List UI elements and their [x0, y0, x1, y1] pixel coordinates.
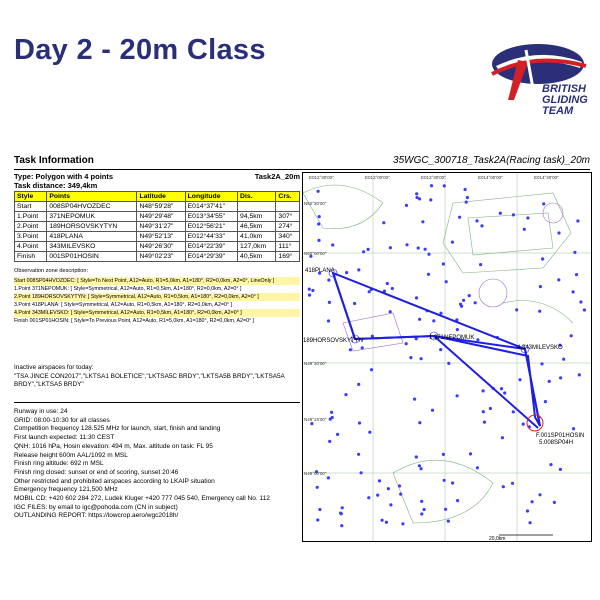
table-header-row: [15, 192, 300, 202]
waypoint-dot: [344, 393, 347, 396]
table-row: [15, 222, 300, 232]
waypoint-dot: [415, 455, 418, 458]
waypoint-dot: [418, 464, 421, 467]
waypoint-dot: [328, 301, 331, 304]
waypoint-dot: [474, 301, 477, 304]
note-line: IGC FILES: by email to igc@pohoda.com (CN in subject): [14, 503, 178, 511]
table-row: [15, 232, 300, 242]
oz-line: 1.Point 371NEPOMUK: [ Style=Symmetrical, A12=Auto, R1=0,5km, A1=180°, R2=0,0km, A2=0° ]: [14, 286, 242, 292]
waypoint-dot: [573, 251, 576, 254]
waypoint-dot: [559, 468, 562, 471]
waypoint-dot: [399, 493, 402, 496]
waypoint-dot: [529, 521, 532, 524]
waypoint-dot: [451, 241, 454, 244]
waypoint-dot: [512, 213, 515, 216]
waypoint-dot: [340, 512, 343, 515]
turnpoint-table: [14, 191, 300, 262]
table-cell: 169°: [276, 252, 300, 262]
waypoint-dot: [405, 243, 408, 246]
table-cell: 3.Point: [15, 232, 47, 242]
task-route-line-main: [333, 273, 540, 428]
waypoint-dot: [367, 496, 370, 499]
note-line: Finish ring altitude: 692 m MSL: [14, 460, 104, 468]
oz-line: 3.Point 418PLANA: [ Style=Symmetrical, A12=Auto, R1=0,5km, A1=180°, R2=0,0km, A2=0° ]: [14, 302, 232, 308]
turnpoint-dots: [308, 184, 586, 527]
waypoint-dot: [544, 400, 547, 403]
waypoint-dot: [389, 246, 392, 249]
waypoint-dot: [316, 518, 319, 521]
oz-line: Finish 001SP01HOSIN: [ Style=To Previous Point, A12=Auto, R1=5,0km, A1=180°, R2=0,0km, A2=0° ]: [14, 318, 255, 324]
waypoint-dot: [415, 196, 418, 199]
waypoint-dot: [308, 294, 311, 297]
waypoint-dot: [405, 204, 408, 207]
waypoint-dot: [357, 268, 360, 271]
waypoint-dot: [432, 319, 435, 322]
waypoint-dot: [557, 278, 560, 281]
waypoint-dot: [381, 519, 384, 522]
waypoint-dot: [427, 253, 430, 256]
waypoint-dot: [538, 310, 541, 313]
table-cell: N49°52'13": [137, 232, 185, 242]
waypoint-dot: [418, 318, 421, 321]
waypoint-dot: [575, 273, 578, 276]
waypoint-dot: [499, 212, 502, 215]
waypoint-dot: [386, 282, 389, 285]
waypoint-dot: [468, 294, 471, 297]
waypoint-dot: [318, 508, 321, 511]
waypoint-dot: [442, 262, 445, 265]
waypoint-dot: [578, 373, 581, 376]
map-label-milevsko: 4.343MILEVSKO: [517, 345, 563, 351]
table-cell: 418PLANA: [47, 232, 137, 242]
table-header-cell: Longitude: [185, 192, 237, 202]
table-row: [15, 252, 300, 262]
airspace-shapes-purple: [343, 203, 563, 351]
waypoint-dot: [464, 188, 467, 191]
note-line: GRID: 08:00-10:30 for all classes: [14, 416, 110, 424]
waypoint-dot: [500, 387, 503, 390]
table-cell: E014°29'39": [185, 252, 237, 262]
waypoint-dot: [475, 219, 478, 222]
table-cell: 94,5km: [238, 212, 276, 222]
waypoint-dot: [549, 463, 552, 466]
waypoint-dot: [489, 407, 492, 410]
waypoint-dot: [420, 512, 423, 515]
note-line: Competition frequency 128.525 MHz for launch, start, finish and landing: [14, 425, 221, 433]
waypoint-dot: [330, 411, 333, 414]
map-tick-left: N49°15'00": [304, 417, 327, 422]
note-line: Finish ring closed: sunset or end of scoring, sunset 20:46: [14, 468, 179, 476]
waypoint-dot: [387, 487, 390, 490]
map-tick-top: E012°30'00": [309, 175, 334, 180]
table-cell: 1.Point: [15, 212, 47, 222]
waypoint-dot: [443, 479, 446, 482]
table-cell: 307°: [276, 212, 300, 222]
waypoint-dot: [447, 520, 450, 523]
map-label-start: 5.008SP04H: [539, 440, 574, 446]
waypoint-dot: [310, 422, 313, 425]
waypoint-dot: [559, 376, 562, 379]
map-tick-top: E013°30'00": [421, 175, 446, 180]
waypoint-dot: [526, 509, 529, 512]
map-tick-left: N50°30'00": [304, 201, 327, 206]
waypoint-dot: [367, 248, 370, 251]
waypoint-dot: [376, 494, 379, 497]
section-title: Task Information: [14, 155, 94, 166]
logo-text: [542, 84, 600, 117]
task-type: Type: Polygon with 4 points: [14, 172, 114, 181]
map-label-plana: 418PLANA: [305, 268, 335, 274]
waypoint-dot: [341, 506, 344, 509]
task-file-name: 35WGC_300718_Task2A(Racing task)_20m: [393, 155, 590, 166]
waypoint-dot: [447, 362, 450, 365]
briefing-notes: [14, 408, 300, 521]
waypoint-dot: [311, 289, 314, 292]
map-label-finish: F.001SP01HOSIN: [536, 433, 585, 439]
waypoint-dot: [427, 273, 430, 276]
map-tick-left: N50°00'00": [304, 251, 327, 256]
table-row: [15, 242, 300, 252]
waypoint-dot: [512, 410, 515, 413]
waypoint-dot: [482, 410, 485, 413]
page-title: Day 2 - 20m Class: [14, 34, 266, 66]
waypoint-dot: [540, 362, 543, 365]
waypoint-dot: [358, 421, 361, 424]
table-cell: 4.Point: [15, 242, 47, 252]
table-cell: E014°22'39": [185, 242, 237, 252]
airspace-shapes: [303, 185, 573, 523]
waypoint-dot: [361, 346, 364, 349]
table-cell: 46,5km: [238, 222, 276, 232]
table-cell: E014°37'41": [185, 202, 237, 212]
table-cell: N49°31'27": [137, 222, 185, 232]
table-header-cell: Crs.: [276, 192, 300, 202]
waypoint-dot: [336, 433, 339, 436]
waypoint-dot: [557, 231, 560, 234]
waypoint-dot: [570, 334, 573, 337]
table-header-cell: Style: [15, 192, 47, 202]
waypoint-dot: [382, 221, 385, 224]
inactive-airspaces: [14, 364, 300, 390]
waypoint-dot: [542, 202, 545, 205]
table-cell: 2.Point: [15, 222, 47, 232]
waypoint-dot: [317, 239, 320, 242]
waypoint-dot: [423, 508, 426, 511]
task-map-canvas: [303, 173, 591, 541]
task-info-panel: [14, 172, 300, 542]
waypoint-dot: [456, 499, 459, 502]
waypoint-dot: [583, 308, 586, 311]
map-tick-left: N49°30'00": [304, 361, 327, 366]
table-cell: 111°: [276, 242, 300, 252]
task-distance: Task distance: 349,4km: [14, 181, 98, 190]
table-cell: Start: [15, 202, 47, 212]
waypoint-dot: [418, 421, 421, 424]
table-cell: 40,5km: [238, 252, 276, 262]
waypoint-dot: [518, 378, 521, 381]
waypoint-dot: [385, 521, 388, 524]
waypoint-dot: [541, 257, 544, 260]
waypoint-dot: [362, 250, 365, 253]
waypoint-dot: [405, 342, 408, 345]
waypoint-dot: [502, 485, 505, 488]
table-cell: N49°29'48": [137, 212, 185, 222]
table-cell: [238, 202, 276, 212]
oz-label: Observation zone description:: [14, 268, 89, 274]
inactive-list: "TSA JINCE CON2017","LKTSA1 BOLETICE","LKTSA5C BRDY","LKTSA5B BRDY","LKTSA5A BRDY","LKTSA5 BRDY": [14, 372, 285, 388]
table-cell: 001SP01HOSIN: [47, 252, 137, 262]
waypoint-dot: [420, 357, 423, 360]
table-cell: 41,0km: [238, 232, 276, 242]
note-line: Other restricted and prohibited airspaces according to LKAIP situation: [14, 477, 215, 485]
waypoint-dot: [469, 452, 472, 455]
waypoint-dot: [328, 440, 331, 443]
waypoint-dot: [501, 436, 504, 439]
oz-line: Start 008SP04HVOZDEC: [ Style=To Next Point, A12=Auto, R1=5,0km, A1=180°, R2=0,0km, A2=0°, LineOnly ]: [14, 277, 300, 285]
table-cell: 274°: [276, 222, 300, 232]
waypoint-dot: [476, 466, 479, 469]
table-cell: N49°02'23": [137, 252, 185, 262]
waypoint-dot: [553, 501, 556, 504]
task-code: Task2A_20m: [254, 172, 300, 181]
note-line: Emergency frequency 121,500 MHz: [14, 486, 118, 494]
waypoint-dot: [451, 481, 454, 484]
waypoint-dot: [576, 219, 579, 222]
waypoint-dot: [327, 319, 330, 322]
divider: [14, 402, 300, 403]
table-cell: E012°56'21": [185, 222, 237, 232]
map-scale-label: 20,0km: [489, 536, 506, 541]
waypoint-dot: [431, 409, 434, 412]
waypoint-dot: [349, 348, 352, 351]
waypoint-dot: [360, 471, 363, 474]
waypoint-dot: [548, 380, 551, 383]
waypoint-dot: [456, 394, 459, 397]
waypoint-dot: [401, 522, 404, 525]
waypoint-dot: [456, 328, 459, 331]
waypoint-dot: [479, 263, 482, 266]
waypoint-dot: [522, 423, 525, 426]
table-cell: 340°: [276, 232, 300, 242]
waypoint-dot: [476, 338, 479, 341]
inactive-label: Inactive airspaces for today:: [14, 364, 94, 371]
section-header: [14, 155, 590, 170]
note-line: First launch expected: 11:30 CEST: [14, 434, 115, 442]
waypoint-dot: [389, 310, 392, 313]
waypoint-dot: [429, 198, 432, 201]
waypoint-dot: [458, 216, 461, 219]
waypoint-dot: [415, 296, 418, 299]
waypoint-dot: [340, 524, 343, 527]
note-line: MOBIL CD: +420 602 284 272, Ludek Kluger +420 777 045 540, Emergency call No. 112: [14, 495, 270, 503]
waypoint-dot: [317, 222, 320, 225]
waypoint-dot: [327, 476, 330, 479]
waypoint-dot: [526, 216, 529, 219]
waypoint-dot: [482, 389, 485, 392]
table-cell: E013°34'55": [185, 212, 237, 222]
map-tick-top: E014°30'00": [534, 175, 559, 180]
table-row: [15, 212, 300, 222]
map-label-horsov: 189HORSOVSKYTYN: [303, 338, 364, 344]
table-header-cell: Dis.: [238, 192, 276, 202]
table-header-cell: Latitude: [137, 192, 185, 202]
note-line: QNH: 1016 hPa, Hosin elevation: 494 m, Max. altitude on task: FL 95: [14, 442, 213, 450]
map-label-nepomuk: 1.371NEPOMUK: [429, 335, 475, 341]
waypoint-dot: [531, 500, 534, 503]
waypoint-dot: [318, 215, 321, 218]
table-cell: [276, 202, 300, 212]
waypoint-dot: [378, 479, 381, 482]
logo-line-3: TEAM: [542, 105, 574, 117]
table-row: [15, 202, 300, 212]
table-cell: 127,0km: [238, 242, 276, 252]
map-tick-top: E014°00'00": [478, 175, 503, 180]
oz-line: 4.Point 343MILEVSKO: [ Style=Symmetrical, A12=Auto, R1=0,5km, A1=180°, R2=0,0km, A2=0° ]: [14, 309, 300, 317]
waypoint-dot: [572, 427, 575, 430]
oz-line: 2.Point 189HORSOVSKYTYN: [ Style=Symmetrical, A12=Auto, R1=0,5km, A1=180°, R2=0,0km, A2=0° ]: [14, 293, 300, 301]
waypoint-dot: [444, 508, 447, 511]
waypoint-dot: [562, 358, 565, 361]
waypoint-dot: [462, 299, 465, 302]
waypoint-dot: [420, 467, 423, 470]
waypoint-dot: [538, 493, 541, 496]
waypoint-dot: [523, 228, 526, 231]
waypoint-dot: [421, 220, 424, 223]
waypoint-dot: [466, 196, 469, 199]
waypoint-dot: [327, 279, 330, 282]
waypoint-dot: [353, 302, 356, 305]
waypoint-dot: [480, 224, 483, 227]
waypoint-dot: [511, 482, 514, 485]
waypoint-dot: [357, 383, 360, 386]
note-line: Runway in use: 24: [14, 408, 68, 415]
waypoint-dot: [317, 190, 320, 193]
waypoint-dot: [515, 308, 518, 311]
waypoint-dot: [417, 246, 420, 249]
waypoint-dot: [539, 285, 542, 288]
table-cell: 371NEPOMUK: [47, 212, 137, 222]
waypoint-dot: [368, 431, 371, 434]
waypoint-dot: [443, 184, 446, 187]
waypoint-dot: [370, 368, 373, 371]
waypoint-dot: [445, 280, 448, 283]
waypoint-dot: [413, 398, 416, 401]
waypoint-dot: [572, 290, 575, 293]
waypoint-dot: [420, 500, 423, 503]
waypoint-dot: [331, 243, 334, 246]
table-cell: 008SP04HVOZDEC: [47, 202, 137, 212]
waypoint-dot: [415, 192, 418, 195]
waypoint-dot: [579, 300, 582, 303]
waypoint-dot: [459, 303, 462, 306]
table-cell: 343MILEVSKO: [47, 242, 137, 252]
map-tick-top: E013°00'00": [365, 175, 390, 180]
logo-line-2: GLIDING: [542, 94, 588, 106]
waypoint-dot: [308, 288, 311, 291]
waypoint-dot: [409, 356, 412, 359]
waypoint-dot: [424, 248, 427, 251]
waypoint-dot: [391, 287, 394, 290]
table-cell: E012°44'33": [185, 232, 237, 242]
map-tick-left: N49°00'00": [304, 471, 327, 476]
waypoint-dot: [465, 201, 468, 204]
waypoint-dot: [389, 503, 392, 506]
note-line: OUTLANDING REPORT: https://lowcrop.aero/wgc2018h/: [14, 512, 179, 520]
task-map[interactable]: [302, 172, 592, 542]
note-line: Release height 600m AAL/1092 m MSL: [14, 451, 128, 459]
waypoint-dot: [398, 484, 401, 487]
waypoint-dot: [331, 416, 334, 419]
table-cell: 189HORSOVSKYTYN: [47, 222, 137, 232]
waypoint-dot: [439, 348, 442, 351]
table-header-cell: Points: [47, 192, 137, 202]
waypoint-dot: [357, 453, 360, 456]
waypoint-dot: [430, 184, 433, 187]
waypoint-dot: [345, 271, 348, 274]
table-cell: N48°59'28": [137, 202, 185, 212]
logo-line-1: BRITISH: [542, 83, 586, 95]
table-cell: N49°26'30": [137, 242, 185, 252]
table-cell: Finish: [15, 252, 47, 262]
waypoint-dot: [483, 421, 486, 424]
waypoint-dot: [503, 391, 506, 394]
waypoint-dot: [316, 486, 319, 489]
waypoint-dot: [442, 453, 445, 456]
